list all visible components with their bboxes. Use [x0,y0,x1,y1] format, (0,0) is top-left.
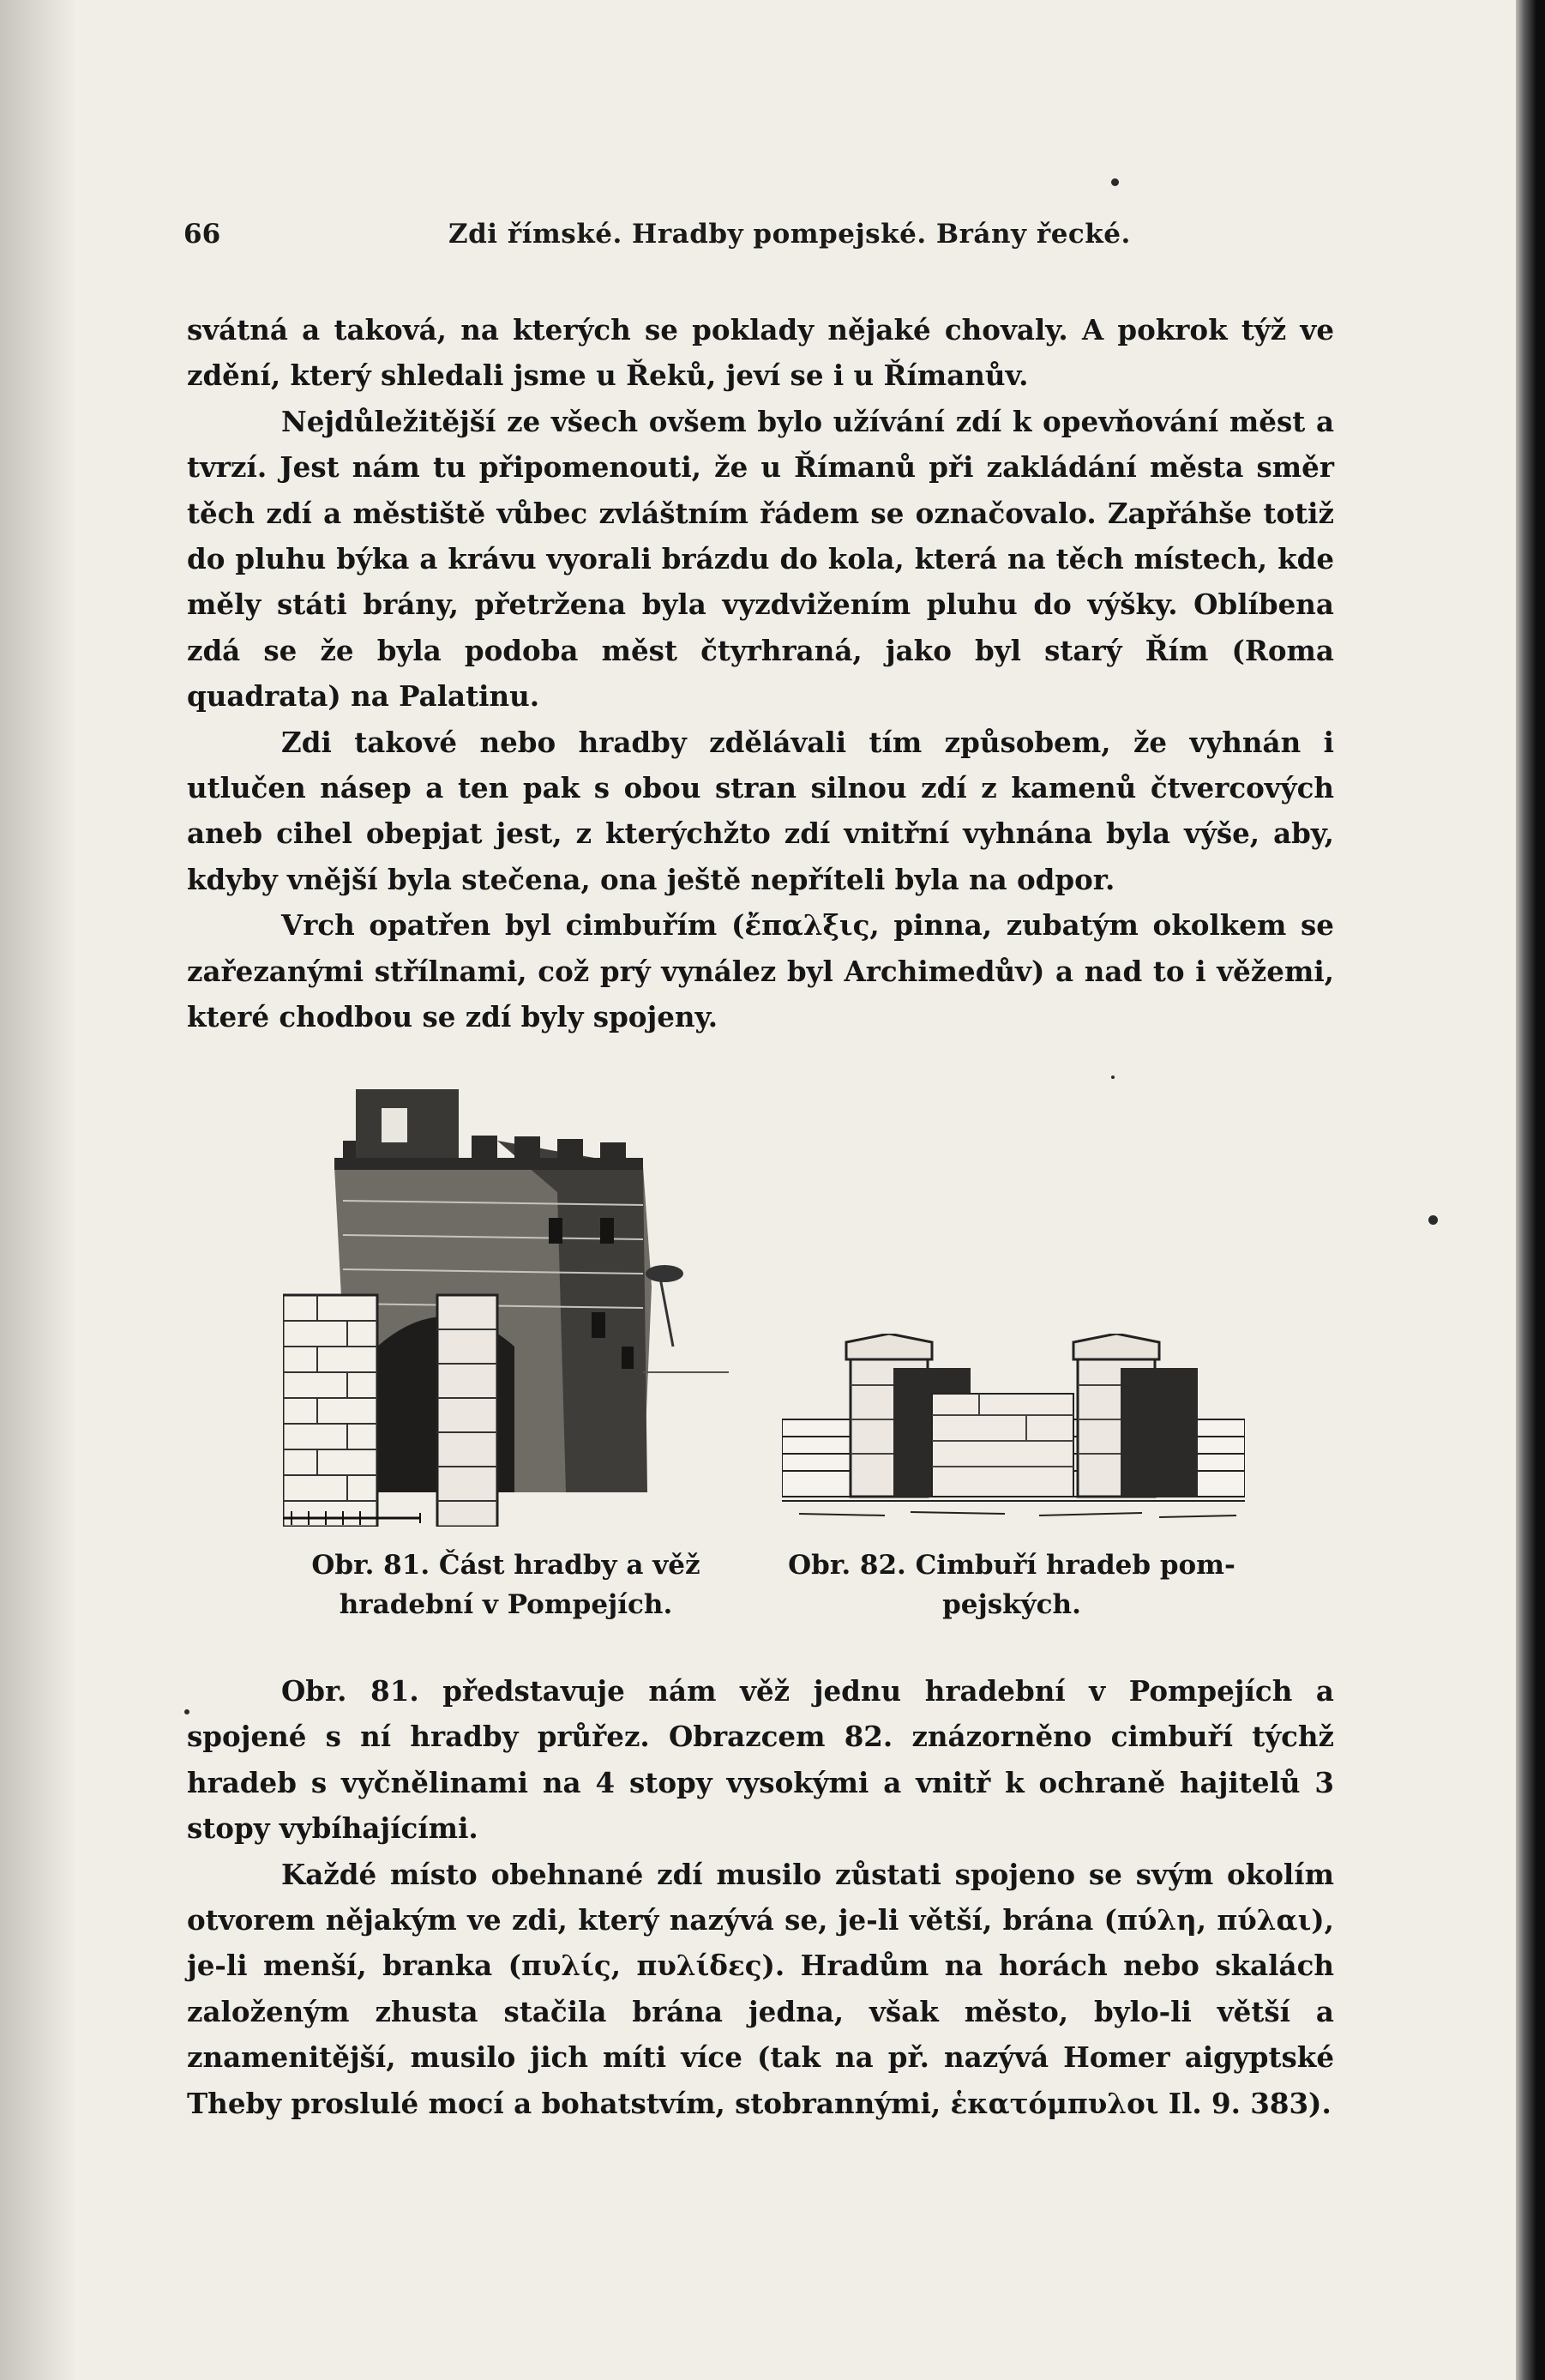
caption-line: Obr. 81. Část hradby a věž [311,1550,700,1581]
page-number: 66 [183,219,221,250]
running-header [180,219,1329,262]
ink-speck [1111,1076,1115,1079]
ink-speck [1428,1215,1438,1225]
wall-tower-illustration [283,1089,729,1527]
text-block-bottom [187,1668,1334,2126]
paragraph: Zdi takové nebo hradby zdělávali tím způsobem, že vyhnán i utlučen násep a ten pak s obou stran silnou zdí z kamenů čtvercových aneb cihel obepjat jest, z kterýchžto zdí vnitřní vyhnána byla výše, aby, kdyby vnější byla stečena, ona ještě nepříteli byla na odpor. [187,725,1334,896]
figure-82-battlements [782,1334,1245,1527]
paragraph: svátná a taková, na kterých se poklady nějaké chovaly. A pokrok týž ve zdění, který shledali jsme u Řeků, jeví se i u Římanův. [187,313,1334,393]
running-title: Zdi římské. Hradby pompejské. Brány řecké. [448,219,1131,250]
paragraph: Každé místo obehnané zdí musilo zůstati spojeno se svým okolím otvorem nějakým ve zdi, který nazývá se, je-li větší, brána (πύλη, πύλαι), je-li menší, branka (πυλίς, πυλίδες). Hradům na horách nebo skalách založeným zhusta stačila brána jedna, však město, bylo-li větší a znamenitější, musilo jich míti více (tak na př. nazývá Homer aigyptské Theby proslulé mocí a bohatstvím, stobrannými, ἑκατόμπυλοι Il. 9. 383). [187,1857,1334,2120]
ink-speck [1111,178,1119,186]
caption-line: hradební v Pompejích. [339,1589,673,1620]
page-edge-binding [1516,0,1545,2380]
text-block-top [187,307,1334,1040]
caption-line: pejských. [942,1589,1081,1620]
paragraph: Nejdůležitější ze všech ovšem bylo užívání zdí k opevňování měst a tvrzí. Jest nám tu připomenouti, že u Římanů při zakládání města směr těch zdí a městiště vůbec zvláštním řádem se označovalo. Zapřáhše totiž do pluhu býka a krávu vyorali brázdu do kola, která na těch místech, kde měly státi brány, přetržena byla vyzdvižením pluhu do výšky. Oblíbena zdá se že byla podoba měst čtyrhraná, jako byl starý Řím (Roma quadrata) na Palatinu. [187,404,1334,714]
paragraph: Vrch opatřen byl cimbuřím (ἔπαλξις, pinna, zubatým okolkem se zařezanými střílnami, což prý vynález byl Archimedův) a nad to i věžemi, které chodbou se zdí byly spojeny. [187,908,1334,1034]
caption-figure-82 [772,1545,1252,1624]
caption-figure-81 [266,1545,746,1624]
page-shadow [0,0,77,2380]
battlement-illustration [782,1334,1245,1527]
caption-line: Obr. 82. Cimbuří hradeb pom- [788,1550,1235,1581]
paragraph: Obr. 81. představuje nám věž jednu hradební v Pompejích a spojené s ní hradby průřez. Obrazcem 82. znázorněno cimbuří týchž hradeb s vyčnělinami na 4 stopy vysokými a vnitř k ochraně hajitelů 3 stopy vybíhajícími. [187,1674,1334,1846]
figure-81-wall-tower [283,1089,729,1527]
